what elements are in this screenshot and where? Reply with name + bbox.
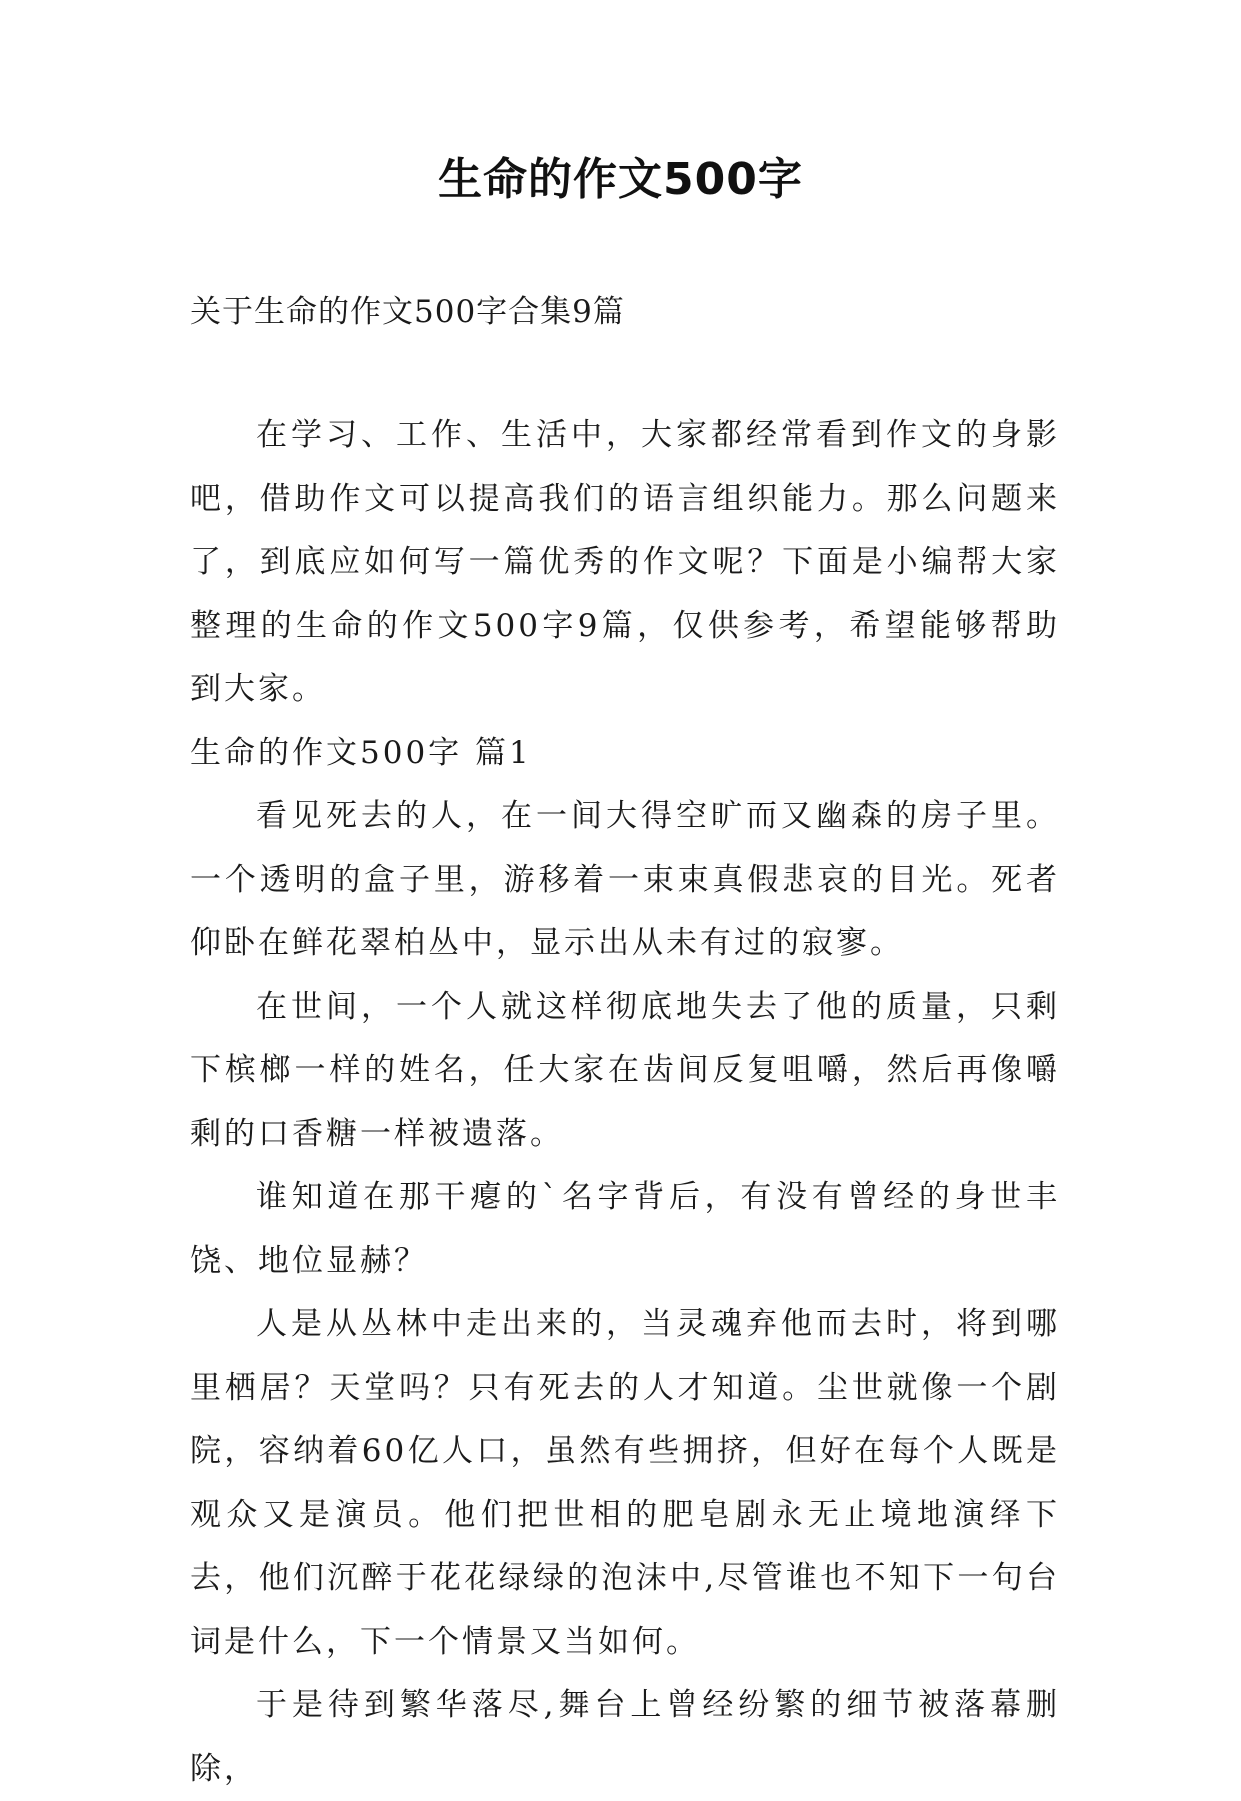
body-paragraph: 于是待到繁华落尽,舞台上曾经纷繁的细节被落幕删除， — [190, 1687, 1060, 1787]
document-subtitle: 关于生命的作文500字合集9篇 — [190, 294, 625, 330]
body-paragraph: 看见死去的人，在一间大得空旷而又幽森的房子里。一个透明的盒子里，游移着一束束真假悲哀的目光。死者仰卧在鲜花翠柏丛中，显示出从未有过的寂寥。 — [190, 798, 1060, 961]
section-heading: 生命的作文500字 篇1 — [190, 734, 532, 771]
body-paragraph: 谁知道在那干瘪的`名字背后，有没有曾经的身世丰饶、地位显赫？ — [190, 1179, 1060, 1279]
intro-paragraph: 在学习、工作、生活中，大家都经常看到作文的身影吧，借助作文可以提高我们的语言组织能力。那么问题来了，到底应如何写一篇优秀的作文呢？下面是小编帮大家整理的生命的作文500字9篇，仅供参考，希望能够帮助到大家。 — [190, 417, 1060, 707]
body-paragraph: 在世间，一个人就这样彻底地失去了他的质量，只剩下槟榔一样的姓名，任大家在齿间反复咀嚼，然后再像嚼剩的口香糖一样被遗落。 — [190, 988, 1060, 1152]
document-title: 生命的作文500字 — [438, 154, 803, 205]
body-paragraph: 人是从丛林中走出来的，当灵魂弃他而去时，将到哪里栖居？天堂吗？只有死去的人才知道。尘世就像一个剧院，容纳着60亿人口，虽然有些拥挤，但好在每个人既是观众又是演员。他们把世相的肥皂剧永无止境地演绎下去，他们沉醉于花花绿绿的泡沫中,尽管谁也不知下一句台词是什么，下一个情景又当如何。 — [190, 1306, 1060, 1660]
document-body — [190, 404, 1060, 1801]
